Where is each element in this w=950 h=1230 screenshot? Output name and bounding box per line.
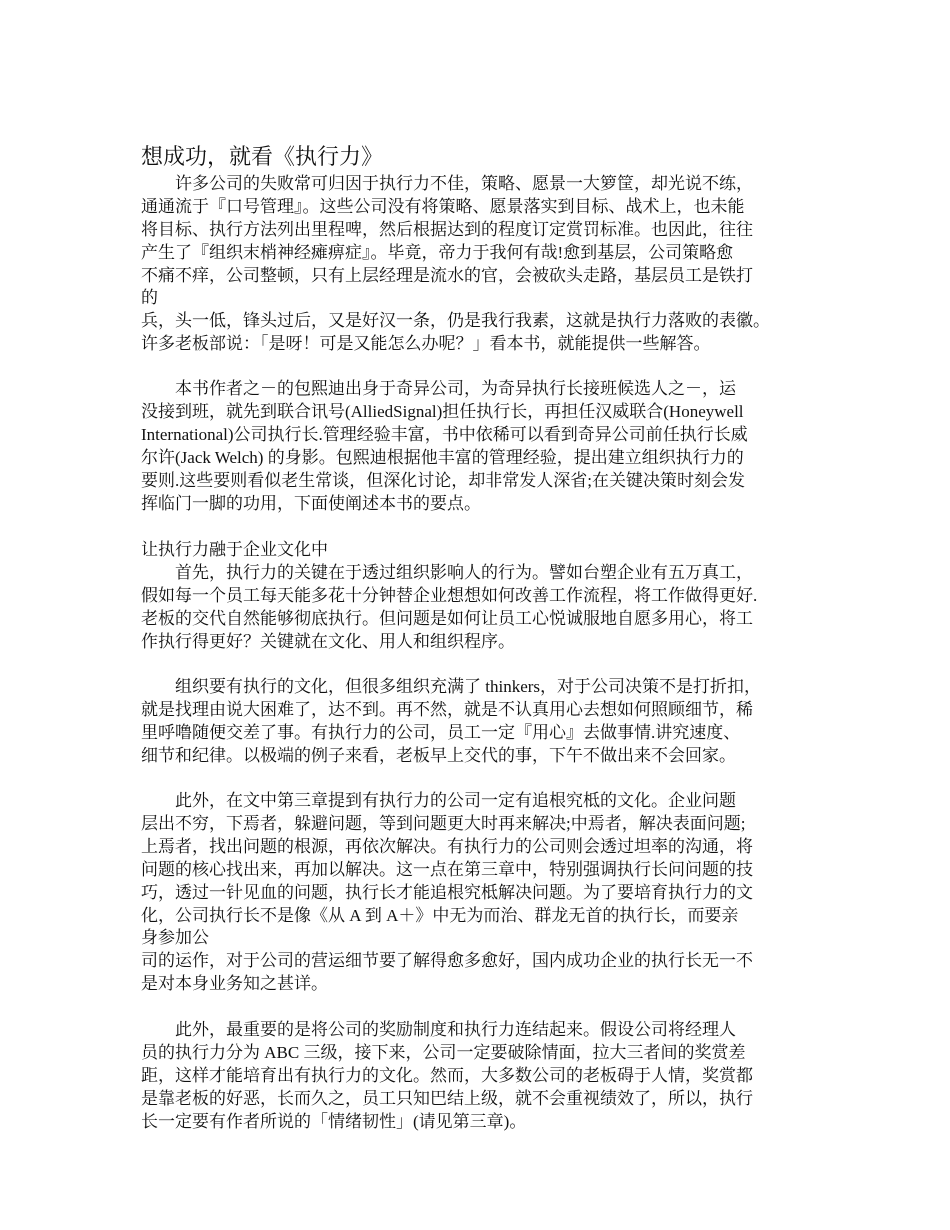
text-line: 将目标、执行方法列出里程啤，然后根据达到的程度订定赏罚标准。也因此，往往 xyxy=(141,220,753,239)
text-line: 许多老板部说：「是呀！可是又能怎么办呢？」看本书，就能提供一些解答。 xyxy=(141,334,711,353)
text-line: 里呼噜随便交差了事。有执行力的公司，员工一定『用心』去做事情.讲究速度、 xyxy=(141,723,741,742)
text-line: 组织要有执行的文化，但很多组织充满了 thinkers，对于公司决策不是打折扣， xyxy=(141,677,762,696)
text-line: 假如每一个员工每天能多花十分钟替企业想想如何改善工作流程，将工作做得更好. xyxy=(141,586,758,605)
text-line: 老板的交代自然能够彻底执行。但问题是如何让员工心悦诚服地自愿多用心，将工 xyxy=(141,609,753,628)
text-line: 本书作者之－的包熙迪出身于奇异公司，为奇异执行长接班候选人之－，运 xyxy=(141,379,736,398)
text-line: 要则.这些要则看似老生常谈，但深化讨论，却非常发人深省;在关键决策时刻会发 xyxy=(141,471,745,490)
document-title: 想成功，就看《执行力》 xyxy=(141,144,384,169)
text-line: 化，公司执行长不是像《从 A 到 A＋》中无为而治、群龙无首的执行长，而要亲 xyxy=(141,906,739,925)
text-line: 上焉者，找出问题的根源，再依次解决。有执行力的公司则会透过坦率的沟通，将 xyxy=(141,837,753,856)
text-line: 距，这样才能培育出有执行力的文化。然而，大多数公司的老板碍于人情，奖赏都 xyxy=(141,1066,753,1085)
text-line: 是靠老板的好恶，长而久之，员工只知巴结上级，就不会重视绩效了，所以，执行 xyxy=(141,1089,753,1108)
text-line: 作执行得更好？关键就在文化、用人和组织程序。 xyxy=(141,632,515,651)
text-line: 此外，在文中第三章提到有执行力的公司一定有追根究柢的文化。企业问题 xyxy=(141,791,736,810)
text-line: 司的运作，对于公司的营运细节要了解得愈多愈好，国内成功企业的执行长无一不 xyxy=(141,951,753,970)
text-line: 员的执行力分为 ABC 三级，接下来，公司一定要破除情面，拉大三者间的奖赏差 xyxy=(141,1043,746,1062)
section-heading: 让执行力融于企业文化中 xyxy=(141,540,328,559)
text-line: 许多公司的失败常可归因于执行力不佳，策略、愿景一大箩筐，却光说不练， xyxy=(141,174,753,193)
text-line: 就是找理由说大困难了，达不到。再不然，就是不认真用心去想如何照顾细节，稀 xyxy=(141,700,753,719)
text-line: 巧，透过一针见血的问题，执行长才能追根究柢解决问题。为了要培育执行力的文 xyxy=(141,883,753,902)
text-line: 挥临门一脚的功用，下面使阐述本书的要点。 xyxy=(141,494,481,513)
text-line: 身参加公 xyxy=(141,928,209,947)
text-line: 长一定要有作者所说的「情绪韧性」(请见第三章)。 xyxy=(141,1112,527,1131)
text-line: International)公司执行长.管理经验丰富，书中依稀可以看到奇异公司前任执行长威 xyxy=(141,425,748,444)
text-line: 的 xyxy=(141,288,158,307)
text-line: 细节和纪律。以极端的例子来看，老板早上交代的事，下午不做出来不会回家。 xyxy=(141,746,736,765)
text-line: 问题的核心找出来，再加以解决。这一点在第三章中，特别强调执行长问问题的技 xyxy=(141,860,753,879)
text-line: 层出不穷，下焉者，躲避问题，等到问题更大时再来解决;中焉者，解决表面问题; xyxy=(141,814,746,833)
text-line: 此外，最重要的是将公司的奖励制度和执行力连结起来。假设公司将经理人 xyxy=(141,1020,736,1039)
text-line: 尔许(Jack Welch) 的身影。包熙迪根据他丰富的管理经验，提出建立组织执行力的 xyxy=(141,448,744,467)
text-line: 没接到班，就先到联合讯号(AlliedSignal)担任执行长，再担任汉威联合(Honeywell xyxy=(141,402,744,421)
text-line: 首先，执行力的关键在于透过组织影响人的行为。譬如台塑企业有五万真工， xyxy=(141,563,753,582)
text-line: 不痛不痒，公司整顿，只有上层经理是流水的官，会被砍头走路，基层员工是铁打 xyxy=(141,266,753,285)
text-line: 通通流于『口号管理』。这些公司没有将策略、愿景落实到目标、战术上，也未能 xyxy=(141,197,745,216)
text-line: 产生了『组织末梢神经瘫痹症』。毕竟，帝力于我何有哉!愈到基层，公司策略愈 xyxy=(141,243,734,262)
text-line: 是对本身业务知之甚详。 xyxy=(141,974,328,993)
text-line: 兵，头一低，锋头过后，又是好汉一条，仍是我行我素，这就是执行力落败的表徽。 xyxy=(141,311,770,330)
